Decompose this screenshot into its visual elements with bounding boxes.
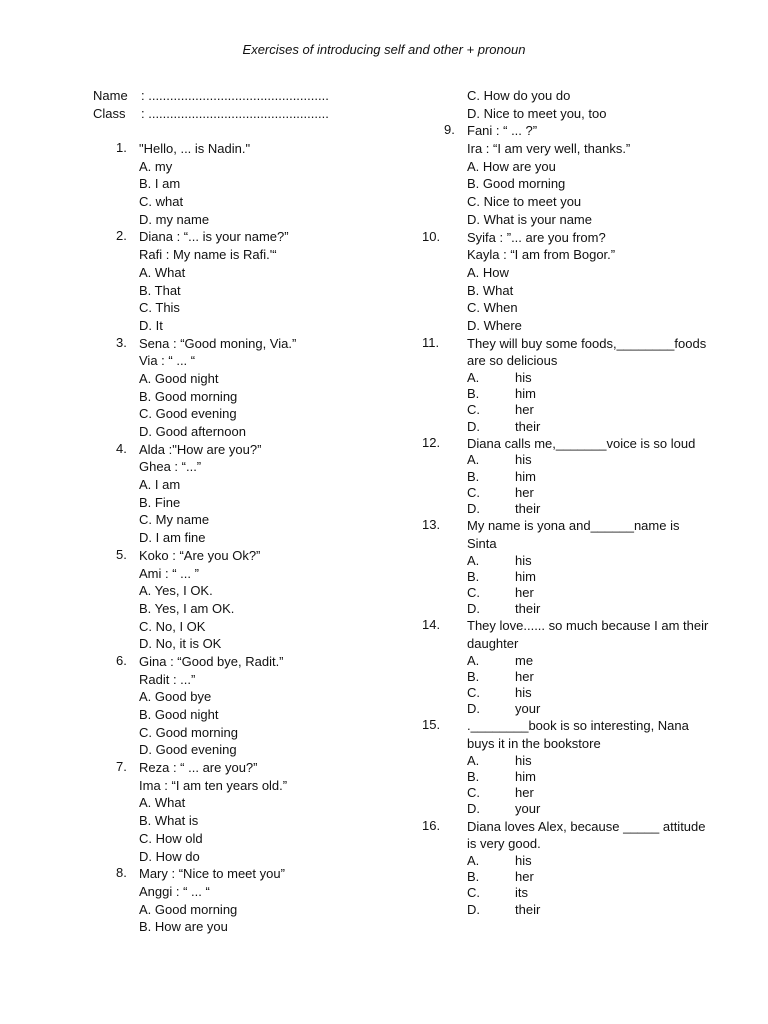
question: [116, 441, 416, 547]
option: B. him: [467, 468, 536, 484]
option: D. Good afternoon: [139, 424, 246, 439]
option: A. my: [139, 158, 173, 174]
question-number: 7.: [116, 759, 127, 775]
option: D. their: [467, 501, 541, 516]
option: B. him: [467, 769, 536, 784]
page-title: Exercises of introducing self and other + pronoun: [242, 42, 526, 57]
left-column: [116, 140, 416, 936]
option: B. Good morning: [139, 388, 238, 404]
question-number: 3.: [116, 334, 127, 350]
question: [116, 140, 416, 228]
question-text: Anggi : “ ... “: [139, 883, 210, 899]
class-field: [93, 106, 329, 121]
option: A. Good night: [139, 370, 219, 386]
question-text: "Hello, ... is Nadin.": [139, 141, 251, 156]
option: C. Nice to meet you: [467, 194, 582, 210]
option: C. How do you do: [467, 88, 571, 103]
question-text: Via : “ ... “: [139, 353, 196, 369]
option: C. Good evening: [139, 406, 237, 422]
option: D. How do: [139, 848, 200, 864]
option: D. No, it is OK: [139, 636, 222, 652]
question-number: 4.: [116, 440, 127, 456]
question-text: are so delicious: [467, 353, 558, 369]
question-text: Alda :"How are you?”: [139, 441, 262, 457]
question: [444, 122, 714, 228]
question: [422, 228, 714, 335]
option: B. That: [139, 282, 181, 298]
option: B. What is: [139, 813, 199, 829]
question-number: 15.: [422, 717, 441, 733]
option: D. their: [467, 418, 541, 434]
option: D. their: [467, 601, 541, 617]
option: C. When: [467, 300, 518, 316]
option: A. his: [467, 552, 532, 568]
question-text: They love...... so much because I am their: [467, 618, 709, 634]
question: [422, 334, 714, 435]
name-field: [93, 88, 329, 103]
option: A. How: [467, 264, 509, 280]
question-text: Ira : “I am very well, thanks.”: [467, 141, 631, 157]
question: [422, 517, 714, 617]
question-text: Diana calls me,_______voice is so loud: [467, 435, 696, 451]
option: A. Good bye: [139, 689, 212, 705]
option: A. his: [467, 452, 532, 468]
question-text: Rafi : My name is Rafi.'“: [139, 247, 277, 263]
question-text: daughter: [467, 636, 519, 651]
option: C. her: [467, 785, 534, 801]
option: B. Fine: [139, 494, 181, 510]
question-text: Koko : “Are you Ok?”: [139, 547, 261, 563]
option: B. him: [467, 386, 536, 402]
option: C. what: [139, 194, 184, 210]
option: D. their: [467, 901, 541, 917]
question-text: My name is yona and______name is: [467, 518, 680, 534]
option: A. How are you: [467, 158, 556, 174]
option: D. your: [467, 801, 541, 817]
option: D. Nice to meet you, too: [467, 105, 607, 121]
question-text: Sinta: [467, 535, 497, 551]
option: B. Good morning: [467, 176, 566, 192]
option: C. her: [467, 484, 534, 500]
option: C. How old: [139, 830, 203, 846]
question-text: is very good.: [467, 836, 541, 852]
question-number: 5.: [116, 546, 127, 562]
option: C. her: [467, 584, 534, 600]
question: [422, 717, 714, 817]
question-number: 1.: [116, 140, 127, 155]
option: D. It: [139, 317, 163, 333]
question-text: Diana loves Alex, because _____ attitude: [467, 818, 706, 834]
option: C. Good morning: [139, 724, 238, 740]
option: C. her: [467, 402, 534, 418]
question: [116, 335, 416, 441]
option: A. me: [467, 652, 534, 668]
option: A. What: [139, 264, 186, 280]
question-number: 11.: [422, 334, 440, 350]
option: B. Yes, I am OK.: [139, 600, 235, 616]
option: D. Good evening: [139, 742, 237, 758]
question-number: 16.: [422, 817, 441, 833]
question-text: Ima : “I am ten years old.”: [139, 777, 288, 793]
question: [116, 865, 416, 936]
option: C. My name: [139, 512, 210, 528]
option: D. What is your name: [467, 211, 592, 227]
question-text: Fani : “ ... ?”: [467, 123, 538, 139]
question-text: .________book is so interesting, Nana: [467, 718, 689, 734]
question: [116, 653, 416, 759]
option: B. How are you: [139, 919, 228, 935]
name-label: Name: [93, 88, 128, 103]
option: A. his: [467, 852, 532, 868]
option: B. him: [467, 568, 536, 584]
question-number: 13.: [422, 517, 441, 533]
option: D. my name: [139, 211, 210, 227]
option: C. No, I OK: [139, 618, 206, 634]
question-number: 12.: [422, 434, 441, 450]
question-text: buys it in the bookstore: [467, 736, 601, 752]
question-text: Gina : “Good bye, Radit.”: [139, 653, 284, 669]
question-number: 8.: [116, 865, 127, 881]
question-text: Syifa : ”... are you from?: [467, 229, 606, 245]
question: [116, 759, 416, 865]
question: [116, 547, 416, 653]
question: [422, 434, 714, 517]
option: A. I am: [139, 477, 181, 493]
option: D. I am fine: [139, 530, 206, 546]
option: D. Where: [467, 317, 522, 333]
question: [422, 617, 714, 717]
option: A. What: [139, 795, 186, 811]
option: A. Yes, I OK.: [139, 583, 213, 599]
option: A. his: [467, 370, 532, 385]
question: [116, 228, 416, 334]
option: B. her: [467, 668, 534, 684]
question-number: 9.: [444, 122, 455, 138]
question-text: Diana : “... is your name?”: [139, 229, 289, 245]
question-text: Reza : “ ... are you?”: [139, 760, 258, 776]
option: B. Good night: [139, 707, 219, 722]
right-column: [422, 87, 714, 918]
question-text: Kayla : “I am from Bogor.”: [467, 247, 616, 263]
question-text: Mary : “Nice to meet you”: [139, 866, 285, 882]
question-text: Ami : “ ... ”: [139, 565, 199, 581]
question-text: Sena : “Good moning, Via.”: [139, 335, 297, 351]
question-text: They will buy some foods,________foods: [467, 335, 707, 351]
question-text: Radit : ...”: [139, 671, 196, 687]
class-value: : ..................................................: [141, 106, 329, 121]
question-number: 6.: [116, 652, 127, 668]
option: A. Good morning: [139, 901, 238, 917]
option: C. This: [139, 300, 180, 316]
question-number: 14.: [422, 617, 441, 633]
option: B. I am: [139, 176, 181, 192]
question-number: 2.: [116, 228, 127, 244]
class-label: Class: [93, 106, 126, 121]
option: C. its: [467, 885, 528, 901]
option: B. her: [467, 869, 534, 885]
question-number: 10.: [422, 228, 441, 244]
name-value: : ..................................................: [141, 88, 329, 103]
question-text: Ghea : “...”: [139, 459, 202, 475]
question-continued: [444, 87, 714, 122]
question: [422, 817, 714, 918]
option: B. What: [467, 282, 514, 298]
option: A. his: [467, 752, 532, 768]
option: D. your: [467, 701, 541, 717]
option: C. his: [467, 685, 532, 701]
